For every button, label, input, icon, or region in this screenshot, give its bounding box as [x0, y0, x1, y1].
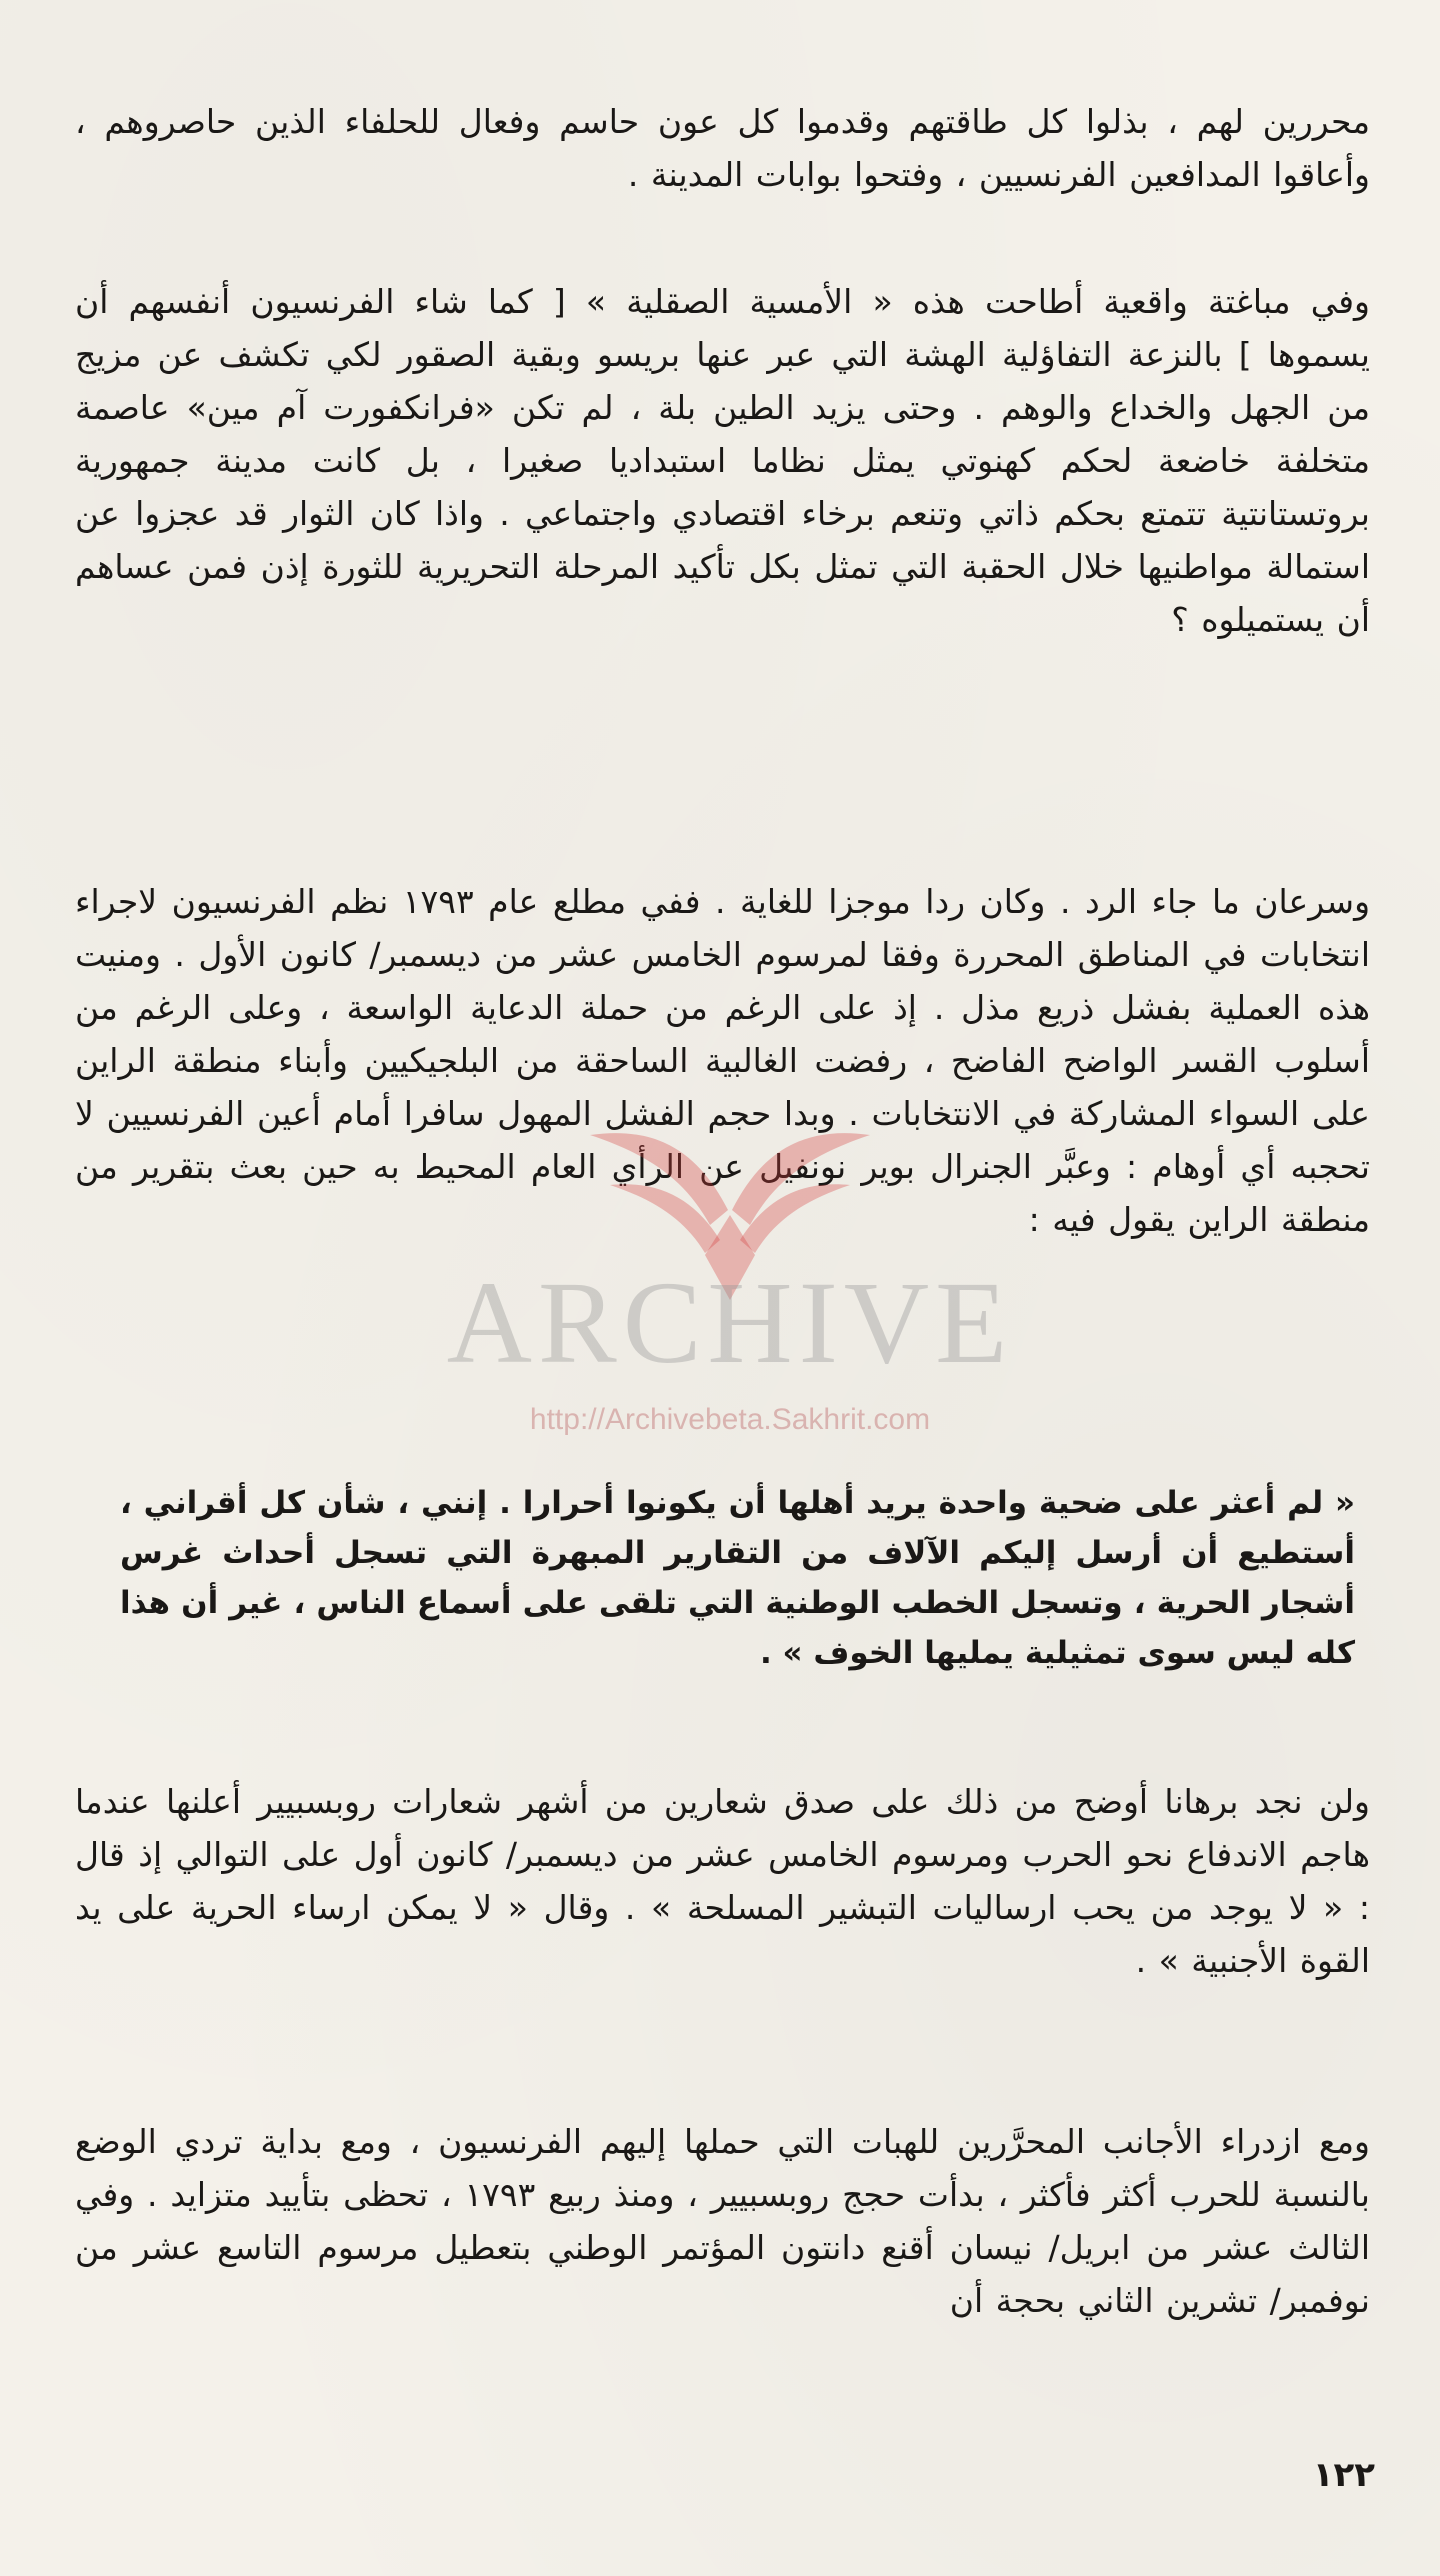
paragraph-5-text: ومع ازدراء الأجانب المحرَّرين للهبات التي حملها إليهم الفرنسيون ، ومع بداية تردي الوضع بالنسبة للحرب أكثر فأكثر ، بدأت حجج روبسبيير ، ومنذ ربيع ١٧٩٣ ، تحظى بتأييد متزايد . وفي الثالث عشر من ابريل/ نيسان أقنع دانتون المؤتمر الوطني بتعطيل مرسوم التاسع عشر من نوفمبر/ تشرين الثاني بحجة أن: [75, 2122, 1370, 2320]
paragraph-1: [75, 95, 1370, 201]
paragraph-5: [75, 2115, 1370, 2327]
paragraph-4: [75, 1775, 1370, 1987]
paragraph-2: [75, 275, 1370, 646]
paragraph-4-text: ولن نجد برهانا أوضح من ذلك على صدق شعارين من أشهر شعارات روبسبيير أعلنها عندما هاجم الاندفاع نحو الحرب ومرسوم الخامس عشر من ديسمبر/ كانون أول على التوالي إذ قال : « لا يوجد من يحب ارساليات التبشير المسلحة » . وقال « لا يمكن ارساء الحرية على يد القوة الأجنبية » .: [75, 1782, 1370, 1980]
paragraph-3-text: وسرعان ما جاء الرد . وكان ردا موجزا للغاية . ففي مطلع عام ١٧٩٣ نظم الفرنسيون لاجراء انتخابات في المناطق المحررة وفقا لمرسوم الخامس عشر من ديسمبر/ كانون الأول . ومنيت هذه العملية بفشل ذريع مذل . إذ على الرغم من حملة الدعاية الواسعة ، وعلى الرغم من أسلوب القسر الواضح الفاضح ، رفضت الغالبية الساحقة من البلجيكيين وأبناء منطقة الراين على السواء المشاركة في الانتخابات . وبدا حجم الفشل المهول سافرا أمام أعين الفرنسيين لا تحجبه أي أوهام : وعبَّر الجنرال بوير نونفيل عن الرأي العام المحيط به حين بعث بتقرير من منطقة الراين يقول فيه :: [75, 882, 1370, 1239]
paragraph-1-text: محررين لهم ، بذلوا كل طاقتهم وقدموا كل عون حاسم وفعال للحلفاء الذين حاصروهم ، وأعاقوا المدافعين الفرنسيين ، وفتحوا بوابات المدينة .: [75, 102, 1370, 194]
block-quote-text: « لم أعثر على ضحية واحدة يريد أهلها أن يكونوا أحرارا . إنني ، شأن كل أقراني ، أستطيع أن أرسل إليكم الآلاف من التقارير المبهرة التي تسجل أحداث غرس أشجار الحرية ، وتسجل الخطب الوطنية التي تلقى على أسماع الناس ، غير أن هذا كله ليس سوى تمثيلية يمليها الخوف » .: [120, 1485, 1355, 1671]
block-quote: [120, 1478, 1355, 1678]
page-number: ١٢٢: [1312, 2455, 1375, 2495]
watermark-word: ARCHIVE: [446, 1257, 1014, 1388]
paragraph-3: [75, 875, 1370, 1246]
watermark-url: http://Archivebeta.Sakhrit.com: [529, 1403, 931, 1436]
paragraph-2-text: وفي مباغتة واقعية أطاحت هذه « الأمسية الصقلية » [ كما شاء الفرنسيون أنفسهم أن يسموها ] بالنزعة التفاؤلية الهشة التي عبر عنها بريسو وبقية الصقور لكي تكشف عن مزيج من الجهل والخداع والوهم . وحتى يزيد الطين بلة ، لم تكن «فرانكفورت آم مين» عاصمة متخلفة خاضعة لحكم كهنوتي يمثل نظاما استبداديا صغيرا ، بل كانت مدينة جمهورية بروتستانتية تتمتع بحكم ذاتي وتنعم برخاء اقتصادي واجتماعي . واذا كان الثوار قد عجزوا عن استمالة مواطنيها خلال الحقبة التي تمثل بكل تأكيد المرحلة التحريرية للثورة إذن فمن عساهم أن يستميلوه ؟: [75, 282, 1370, 639]
